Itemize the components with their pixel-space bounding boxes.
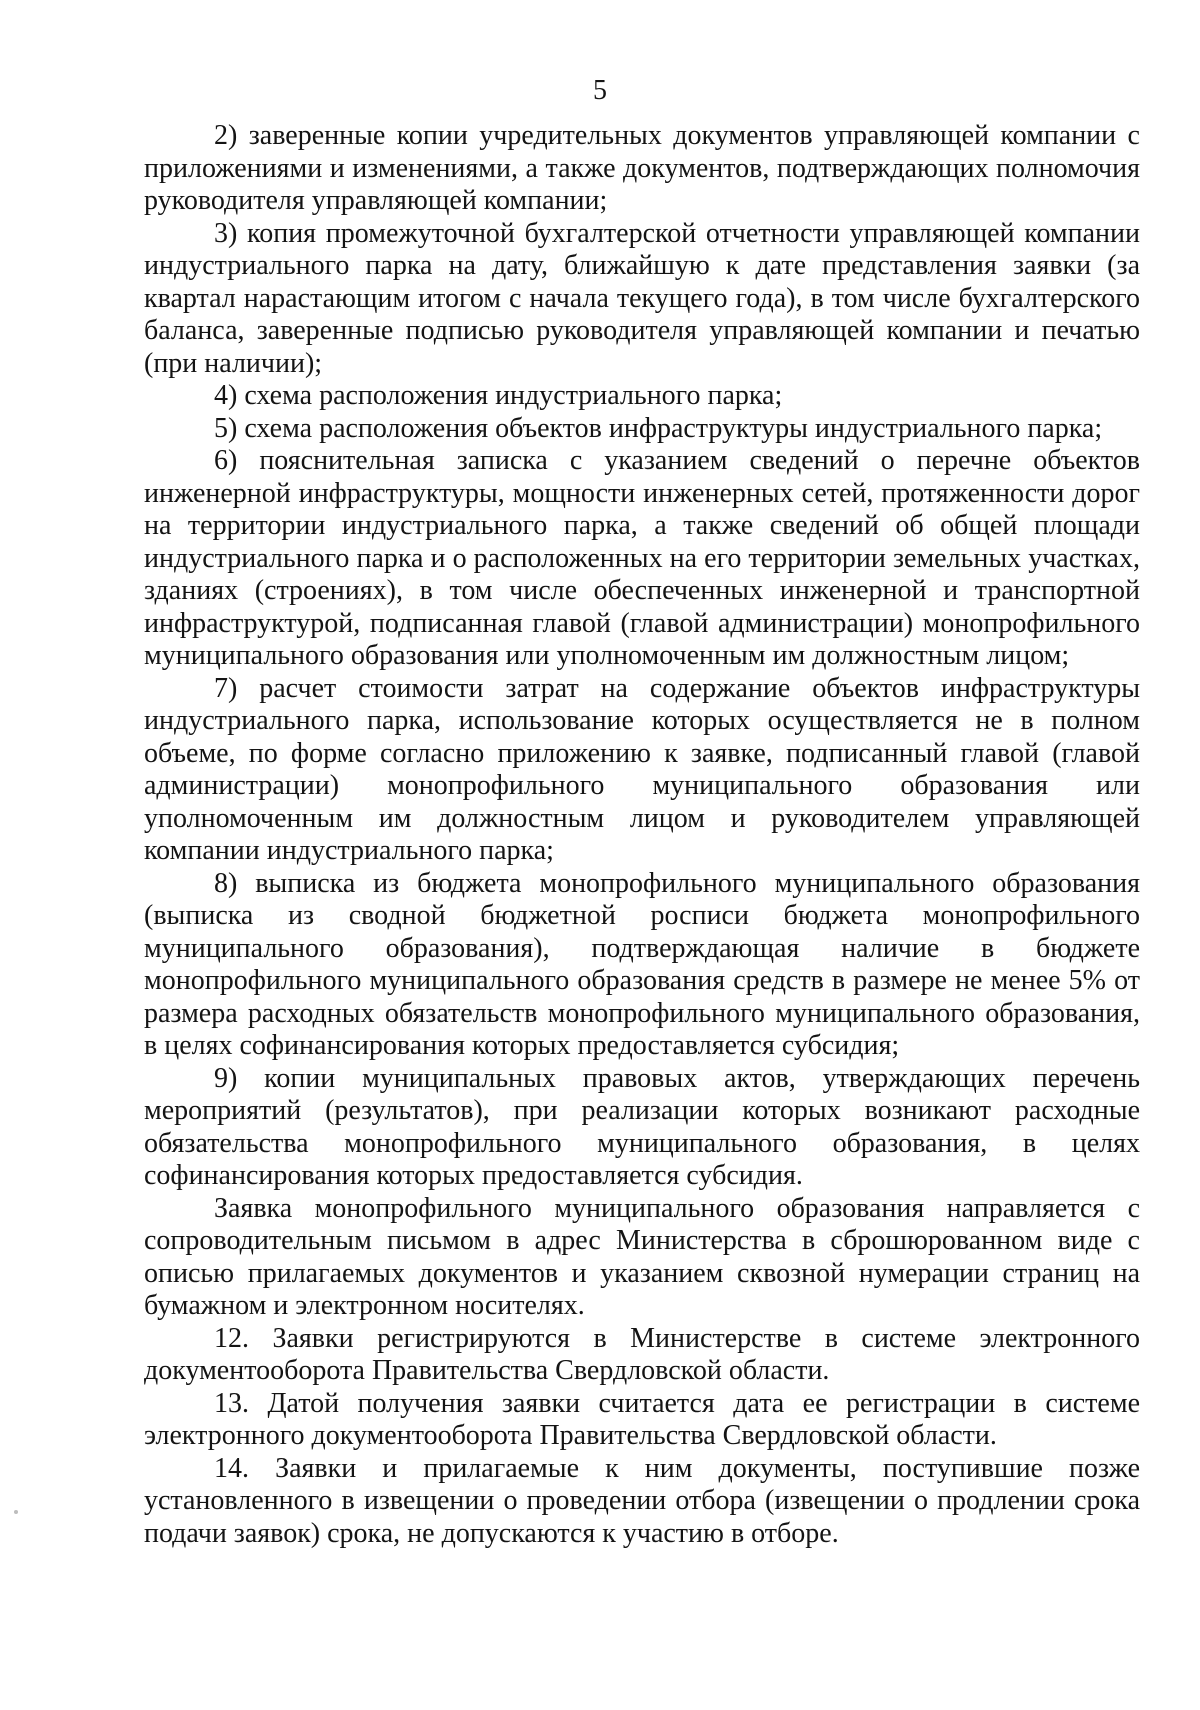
paragraph-item-4: 4) схема расположения индустриального парка; [214, 380, 783, 411]
paragraph-clause-14: 14. Заявки и прилагаемые к ним документы, поступившие позже установленного в извещении о проведении отбора (извещении о продлении срока подачи заявок) срока, не допускаются к участию в отборе. [144, 1452, 1140, 1549]
paragraph-clause-13: 13. Датой получения заявки считается дата ее регистрации в системе электронного документооборота Правительства Свердловской области. [144, 1387, 1140, 1451]
paragraph-item-5: 5) схема расположения объектов инфраструктуры индустриального парка; [214, 412, 1103, 444]
paragraph-item-9: 9) копии муниципальных правовых актов, утверждающих перечень мероприятий (результатов), при реализации которых возникают расходные обязательства монопрофильного муниципального образования, в целях софинансирования которых предоставляется субсидия. [144, 1062, 1140, 1191]
paragraph-clause-12: 12. Заявки регистрируются в Министерстве в системе электронного документооборота Правительства Свердловской области. [144, 1322, 1140, 1386]
paragraph-item-3: 3) копия промежуточной бухгалтерской отчетности управляющей компании индустриального парка на дату, ближайшую к дате представления заявки (за квартал нарастающим итогом с начала текущего года), в том числе бухгалтерского баланса, заверенные подписью руководителя управляющей компании и печатью (при наличии); [144, 217, 1140, 379]
page-number: 5 [593, 75, 607, 106]
paragraph-item-8: 8) выписка из бюджета монопрофильного муниципального образования (выписка из сводной бюджетной росписи бюджета монопрофильного муниципального образования), подтверждающая наличие в бюджете монопрофильного муниципального образования средств в размере не менее 5% от размера расходных обязательств монопрофильного муниципального образования, в целях софинансирования которых предоставляется субсидия; [144, 867, 1140, 1061]
document-body [144, 120, 1140, 1550]
paragraph-item-7: 7) расчет стоимости затрат на содержание объектов инфраструктуры индустриального парка, использование которых осуществляется не в полном объеме, по форме согласно приложению к заявке, подписанный главой (главой администрации) монопрофильного муниципального образования или уполномоченным им должностным лицом и руководителем управляющей компании индустриального парка; [144, 672, 1140, 866]
scan-speck [14, 1510, 18, 1514]
paragraph-item-6: 6) пояснительная записка с указанием сведений о перечне объектов инженерной инфраструктуры, мощности инженерных сетей, протяженности дорог на территории индустриального парка, а также сведений об общей площади индустриального парка и о расположенных на его территории земельных участках, зданиях (строениях), в том числе обеспеченных инженерной и транспортной инфраструктурой, подписанная главой (главой администрации) монопрофильного муниципального образования или уполномоченным им должностным лицом; [144, 445, 1140, 671]
paragraph-application-submission: Заявка монопрофильного муниципального образования направляется с сопроводительным письмом в адрес Министерства в сброшюрованном виде с описью прилагаемых документов и указанием сквозной нумерации страниц на бумажном и электронном носителях. [144, 1192, 1140, 1321]
paragraph-item-2: 2) заверенные копии учредительных документов управляющей компании с приложениями и изменениями, а также документов, подтверждающих полномочия руководителя управляющей компании; [144, 120, 1140, 216]
